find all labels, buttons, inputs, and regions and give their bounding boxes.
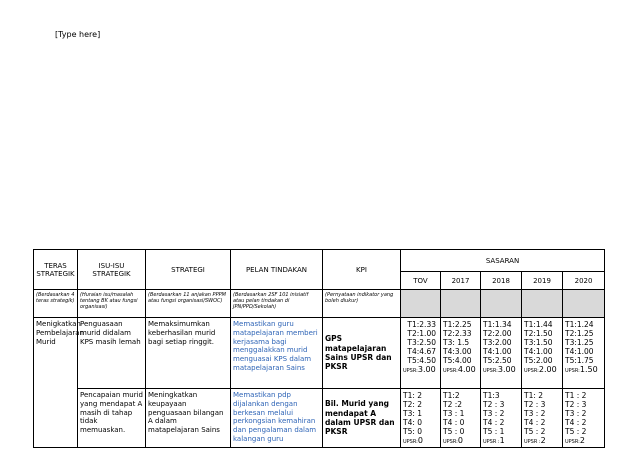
target-line: T5:1.75: [565, 356, 594, 365]
note-blank-2019: [522, 290, 563, 318]
upsr-label: UPSR:: [403, 439, 418, 445]
target-line: T4 : 2: [524, 418, 546, 427]
target-line: T1:2: [443, 391, 460, 400]
upsr-value: 0: [417, 436, 423, 445]
target-line: T3 : 2: [524, 409, 546, 418]
upsr-label: UPSR :: [483, 439, 500, 445]
note-strategi: (Berdasarkan 11 anjakan PPPM atau fungsi organisasi/SWOC): [146, 290, 231, 318]
target-line: T4: 0: [403, 418, 423, 427]
target-line: T2:1.00: [407, 329, 436, 338]
note-blank-tov: [401, 290, 441, 318]
target-line: T4:4.67: [407, 347, 436, 356]
target-line: T2 : 3: [565, 400, 587, 409]
target-2017: [441, 318, 481, 389]
target-line: T1:3: [483, 391, 500, 400]
target-line: T1:2.33: [407, 320, 436, 329]
note-blank-2017: [441, 290, 481, 318]
target-line: T5 : 2: [524, 427, 546, 436]
target-line: T1:2.25: [443, 320, 472, 329]
target-line: T1:1.24: [565, 320, 594, 329]
upsr-label: UPSR:: [565, 439, 580, 445]
target-line: T3 : 2: [565, 409, 587, 418]
target-2020: [563, 389, 605, 448]
target-line: T1: 2: [524, 391, 544, 400]
target-line: T5 : 1: [483, 427, 505, 436]
kpi-cell: Bil. Murid yang mendapat A dalam UPSR dan PKSR: [323, 389, 401, 448]
note-isu: (Huraian isu/masalah tentang BK atau fungsi organisasi): [78, 290, 146, 318]
target-line: T1: 2: [403, 391, 423, 400]
upsr-target: [403, 365, 438, 375]
target-line: T5:4.50: [407, 356, 436, 365]
header-sasaran: SASARAN: [401, 250, 605, 272]
upsr-target: [443, 436, 478, 446]
upsr-label: UPSR:: [483, 368, 498, 374]
target-line: T5:4.00: [443, 356, 472, 365]
target-2017: [441, 389, 481, 448]
upsr-target: [524, 365, 560, 375]
target-line: T2: 2: [403, 400, 423, 409]
upsr-value: 2: [540, 436, 546, 445]
header-year-2020: 2020: [563, 272, 605, 290]
upsr-target: [565, 365, 602, 375]
target-tov: [401, 318, 441, 389]
target-line: T2 : 3: [524, 400, 546, 409]
target-2019: [522, 389, 563, 448]
upsr-value: 0: [457, 436, 463, 445]
header-pelan: PELAN TINDAKAN: [231, 250, 323, 290]
target-line: T3:1.50: [524, 338, 553, 347]
header-year-2017: 2017: [441, 272, 481, 290]
isu-cell: Pencapaian murid yang mendapat A masih di tahap tidak memuaskan.: [78, 389, 146, 448]
target-2020: [563, 318, 605, 389]
upsr-label: UPSR:: [443, 368, 458, 374]
target-line: T3: 1: [403, 409, 423, 418]
target-line: T4:1.00: [524, 347, 553, 356]
upsr-label: UPSR:: [443, 439, 458, 445]
header-placeholder: [Type here]: [55, 30, 101, 39]
strategi-cell: Meningkatkan keupayaan penguasaan bilangan A dalam matapelajaran Sains: [146, 389, 231, 448]
header-isu: ISU-ISU STRATEGIK: [78, 250, 146, 290]
note-pelan: (Berdasarkan 2SF 101 inisiatif atau pelan tindakan di JPN/PPD/Sekolah): [231, 290, 323, 318]
strategi-cell: Memaksimumkan keberhasilan murid bagi setiap ringgit.: [146, 318, 231, 389]
target-line: T4:1.00: [483, 347, 512, 356]
target-line: T5: 0: [403, 427, 423, 436]
upsr-label: UPSR:: [524, 368, 539, 374]
upsr-value: 1.50: [579, 365, 598, 374]
header-kpi: KPI: [323, 250, 401, 290]
teras-cell: Menigkatkan Pembelajaran Murid: [34, 318, 78, 448]
upsr-value: 1: [499, 436, 505, 445]
target-line: T1:1.44: [524, 320, 553, 329]
upsr-target: [443, 365, 478, 375]
target-2019: [522, 318, 563, 389]
target-line: T2 :2: [443, 400, 463, 409]
header-teras: TERAS STRATEGIK: [34, 250, 78, 290]
target-line: T4 : 0: [443, 418, 465, 427]
target-line: T2:1.25: [565, 329, 594, 338]
target-line: T3:2.00: [483, 338, 512, 347]
target-line: T5 : 2: [565, 427, 587, 436]
target-line: T1:1.34: [483, 320, 512, 329]
table-row: [34, 318, 605, 389]
target-tov: [401, 389, 441, 448]
target-line: T4 : 2: [565, 418, 587, 427]
isu-cell: Penguasaan murid didalam KPS masih lemah: [78, 318, 146, 389]
target-line: T5 : 0: [443, 427, 465, 436]
upsr-target: [524, 436, 560, 446]
header-year-2019: 2019: [522, 272, 563, 290]
pelan-cell: Memastikan guru matapelajaran memberi kerjasama bagi menggalakkan murid menguasai KPS dalam matapelajaran Sains: [231, 318, 323, 389]
target-line: T3 : 2: [483, 409, 505, 418]
upsr-label: UPSR :: [524, 439, 541, 445]
target-line: T3:1.25: [565, 338, 594, 347]
upsr-value: 2: [579, 436, 585, 445]
target-2018: [481, 318, 522, 389]
upsr-value: 2.00: [538, 365, 557, 374]
upsr-target: [483, 436, 519, 446]
target-line: T5:2.50: [483, 356, 512, 365]
note-blank-2020: [563, 290, 605, 318]
upsr-label: UPSR:: [565, 368, 580, 374]
upsr-label: UPSR:: [403, 368, 418, 374]
strategic-plan-table: [33, 249, 605, 448]
target-line: T4 : 2: [483, 418, 505, 427]
target-line: T2:2.00: [483, 329, 512, 338]
upsr-value: 3.00: [417, 365, 436, 374]
target-line: T5:2.00: [524, 356, 553, 365]
target-line: T1 : 2: [565, 391, 587, 400]
target-2018: [481, 389, 522, 448]
target-line: T2 : 3: [483, 400, 505, 409]
target-line: T3:2.50: [407, 338, 436, 347]
target-line: T4:3.00: [443, 347, 472, 356]
target-line: T2:2.33: [443, 329, 472, 338]
note-teras: (Berdasarkan 4 teras strategik): [34, 290, 78, 318]
target-line: T3: 1.5: [443, 338, 470, 347]
header-strategi: STRATEGI: [146, 250, 231, 290]
upsr-value: 4.00: [457, 365, 476, 374]
upsr-target: [565, 436, 602, 446]
note-kpi: (Pernyataan indikator yang boleh diukur): [323, 290, 401, 318]
kpi-cell: GPS matapelajaran Sains UPSR dan PKSR: [323, 318, 401, 389]
upsr-value: 3.00: [497, 365, 516, 374]
pelan-cell: Memastikan pdp dijalankan dengan berkesan melalui perkongsian kemahiran dan pengalaman dalam kalangan guru: [231, 389, 323, 448]
note-blank-2018: [481, 290, 522, 318]
upsr-target: [403, 436, 438, 446]
target-line: T2:1.50: [524, 329, 553, 338]
target-line: T3 : 1: [443, 409, 465, 418]
upsr-target: [483, 365, 519, 375]
header-year-2018: 2018: [481, 272, 522, 290]
table-row: [34, 389, 605, 448]
target-line: T4:1.00: [565, 347, 594, 356]
header-year-tov: TOV: [401, 272, 441, 290]
